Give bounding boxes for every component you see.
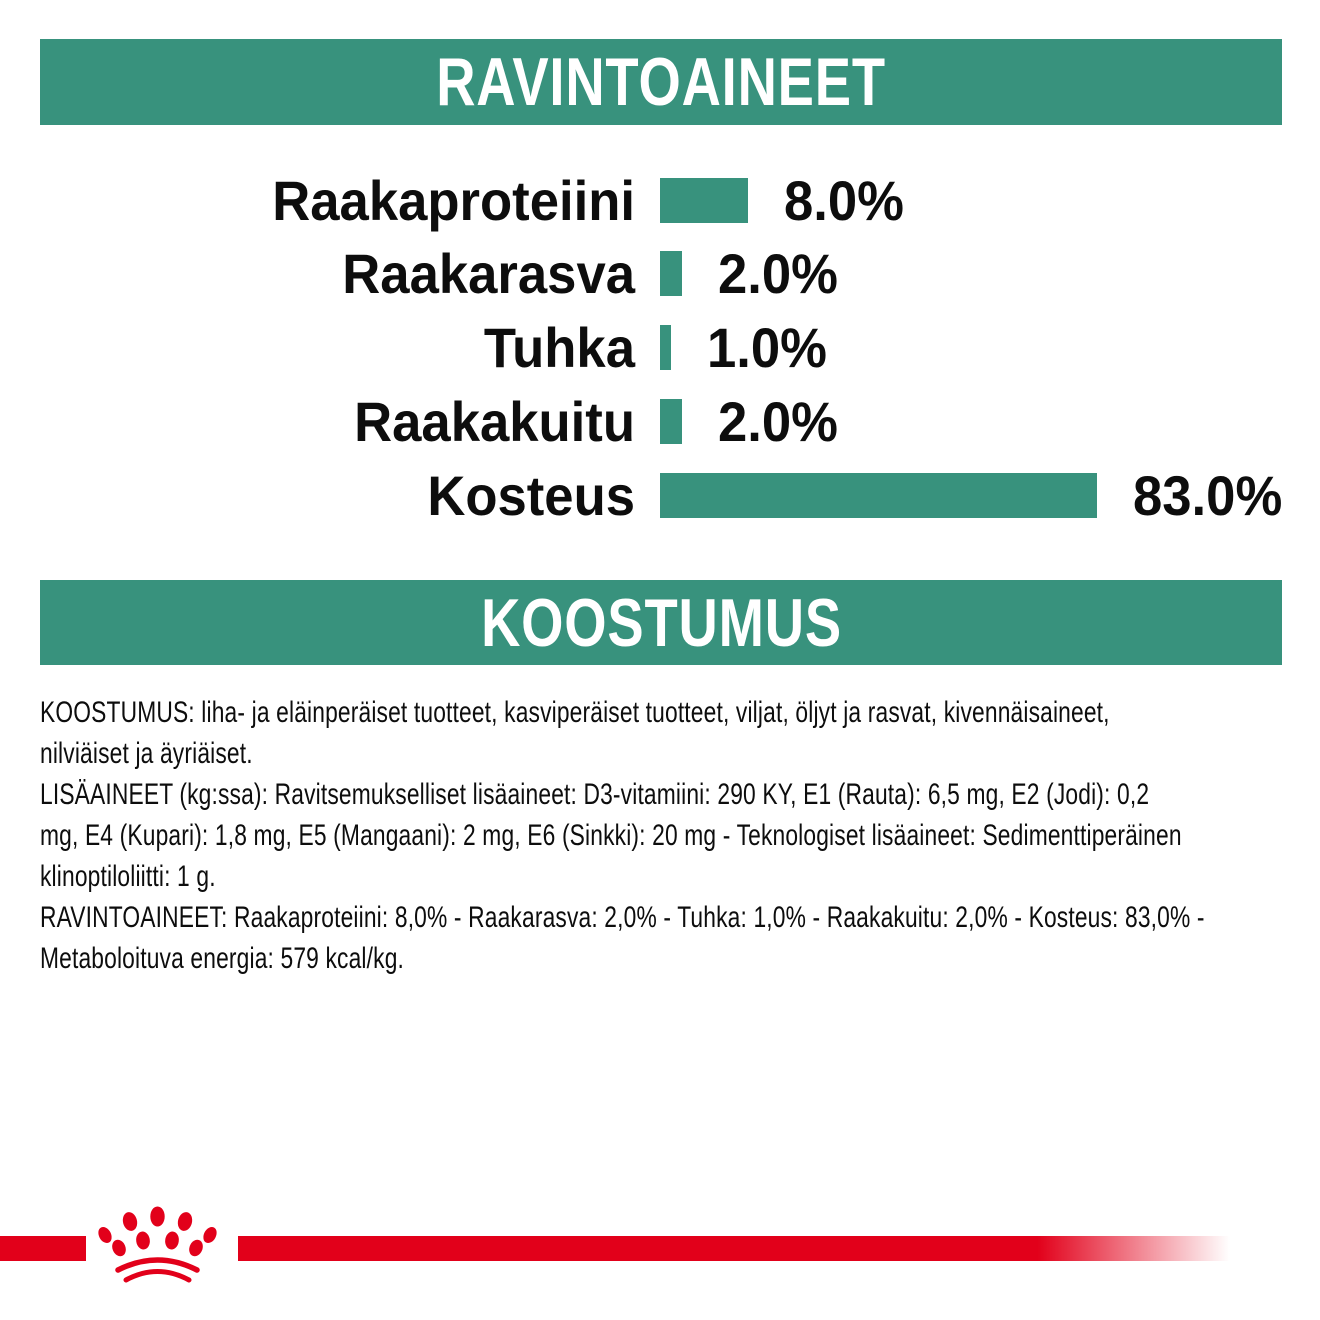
text-line: KOOSTUMUS: liha- ja eläinperäiset tuotteet, kasviperäiset tuotteet, viljat, öljyt ja rasvat, kivennäisaineet, [40, 696, 1110, 729]
text-line: mg, E4 (Kupari): 1,8 mg, E5 (Mangaani): 2 mg, E6 (Sinkki): 20 mg - Teknologiset lisäaineet: Sedimenttiperäinen [40, 819, 1182, 852]
composition-header-bar [40, 580, 1282, 665]
value-bar [660, 399, 682, 444]
chart-row-label: Raakaproteiini [272, 169, 635, 232]
chart-row-value: 83.0% [1133, 464, 1283, 527]
chart-row-label: Raakarasva [342, 242, 635, 305]
composition-header-title: KOOSTUMUS [480, 584, 842, 661]
text-line: Metaboloituva energia: 579 kcal/kg. [40, 942, 405, 975]
chart-row-value: 1.0% [707, 316, 827, 379]
chart-row-label: Tuhka [483, 316, 635, 379]
chart-row-value: 8.0% [784, 169, 904, 232]
chart-row [40, 169, 912, 232]
text-line: nilviäiset ja äyriäiset. [40, 737, 253, 770]
chart-row-label: Raakakuitu [354, 390, 635, 453]
text-line: klinoptiloliitti: 1 g. [40, 860, 216, 893]
chart-row-value: 2.0% [718, 390, 838, 453]
chart-row [40, 242, 846, 305]
value-bar [660, 325, 671, 370]
chart-row-value: 2.0% [718, 242, 838, 305]
value-bar [660, 473, 1097, 518]
composition-text-block [40, 692, 1300, 979]
value-bar [660, 178, 748, 223]
text-line: RAVINTOAINEET: Raakaproteiini: 8,0% - Raakarasva: 2,0% - Tuhka: 1,0% - Raakakuitu: 2,0% - Kosteus: 83,0% - [40, 901, 1205, 934]
chart-row [40, 390, 846, 453]
chart-row-label: Kosteus [427, 464, 635, 527]
nutrients-bar-chart [0, 0, 1320, 560]
chart-row [40, 316, 835, 379]
footer-stripe-right [238, 1236, 1250, 1261]
nutrients-header-title: RAVINTOAINEET [436, 44, 886, 120]
value-bar [660, 251, 682, 296]
chart-row [40, 464, 1292, 527]
footer-stripe-left [0, 1236, 86, 1261]
crown-paw-logo-icon [95, 1204, 225, 1286]
text-line: LISÄAINEET (kg:ssa): Ravitsemukselliset lisäaineet: D3-vitamiini: 290 KY, E1 (Rauta): 6,5 mg, E2 (Jodi): 0,2 [40, 778, 1150, 811]
